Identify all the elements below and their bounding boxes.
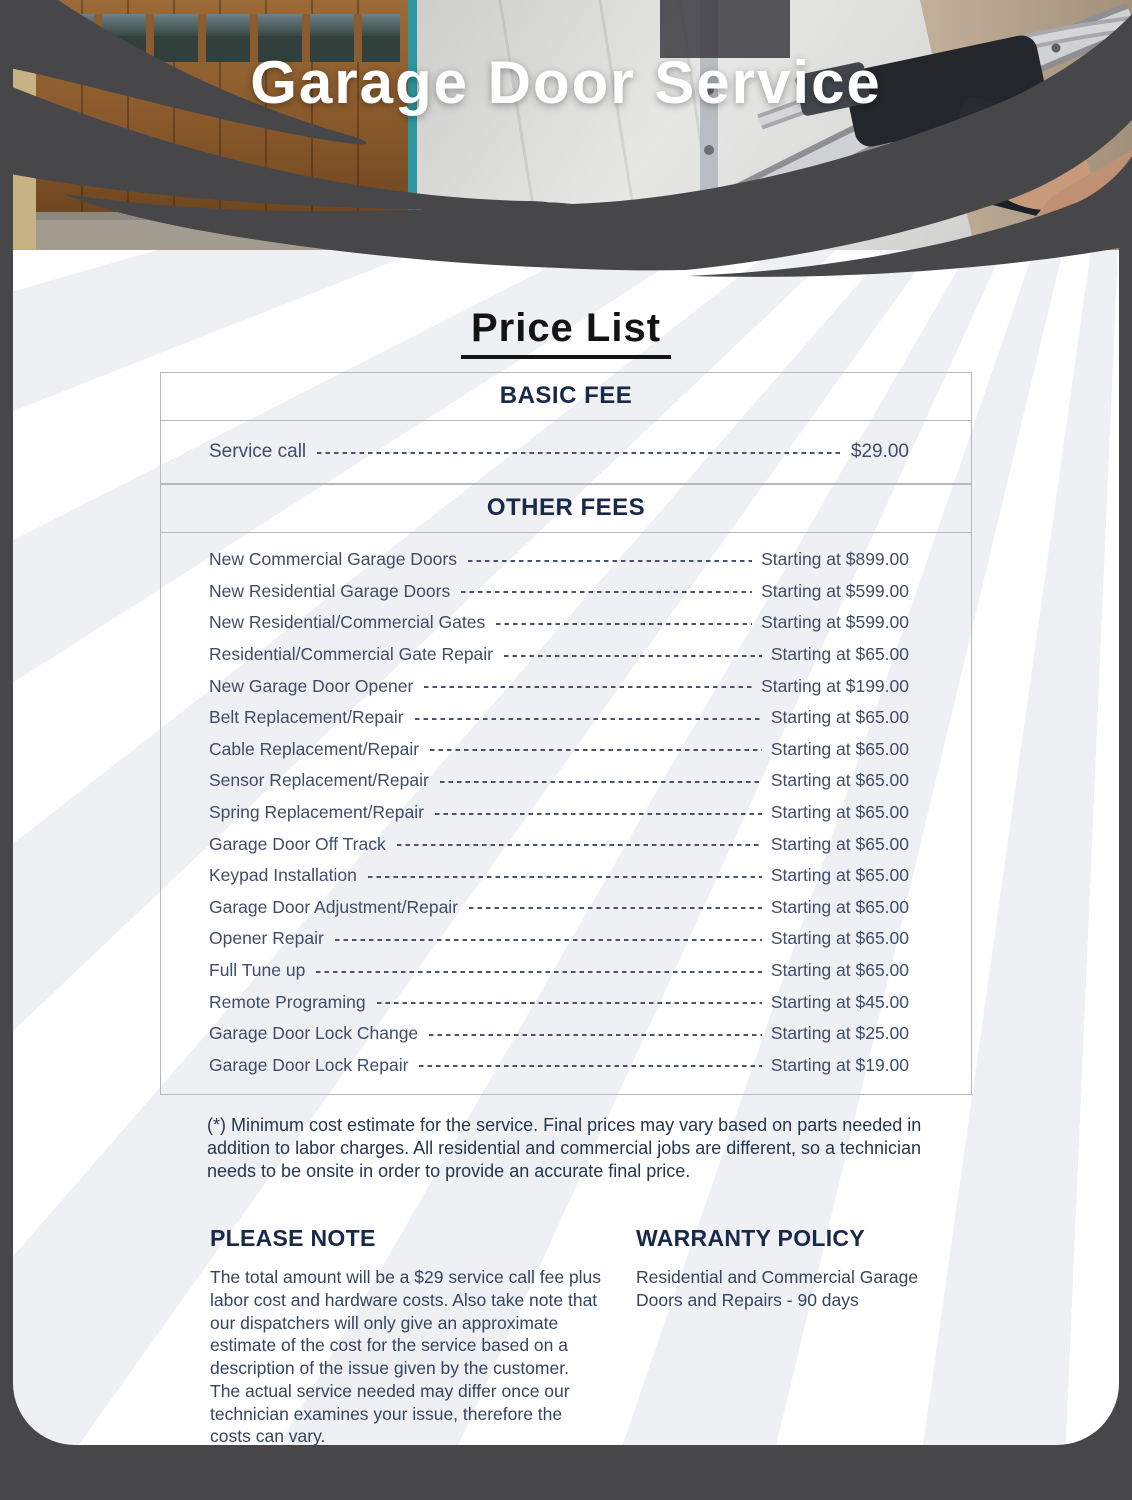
table-row	[161, 765, 971, 797]
table-row	[161, 923, 971, 955]
fee-price: Starting at $25.00	[770, 1023, 909, 1044]
table-row	[161, 421, 971, 484]
fee-price: Starting at $65.00	[770, 802, 909, 823]
table-row	[161, 639, 971, 671]
fee-label: Belt Replacement/Repair	[209, 707, 404, 728]
fee-label: Full Tune up	[209, 960, 306, 981]
fee-price: Starting at $65.00	[770, 738, 909, 759]
dotted-leader	[469, 907, 762, 909]
fee-price: Starting at $65.00	[770, 865, 909, 886]
other-fees-rows	[161, 533, 971, 1094]
fee-price: Starting at $65.00	[770, 833, 909, 854]
please-note-body: The total amount will be a $29 service call fee plus labor cost and hardware costs. Also take note that our dispatchers will only give an approximate estimate of the cost for the service based on a description of the issue given by the customer. The actual service needed may differ once our technician examines your issue, therefore the costs can vary.	[210, 1267, 602, 1447]
dotted-leader	[429, 1034, 762, 1036]
dotted-leader	[377, 1002, 762, 1004]
dotted-leader	[461, 591, 752, 593]
fee-price: Starting at $65.00	[770, 896, 909, 917]
fee-price: Starting at $65.00	[770, 707, 909, 728]
dotted-leader	[496, 623, 752, 625]
dotted-leader	[317, 452, 842, 454]
other-fees-header: OTHER FEES	[161, 484, 971, 533]
dotted-leader	[397, 844, 762, 846]
warranty-body: Residential and Commercial Garage Doors and Repairs - 90 days	[636, 1267, 919, 1310]
fee-label: Sensor Replacement/Repair	[209, 770, 429, 791]
dotted-leader	[316, 971, 762, 973]
fee-price: Starting at $599.00	[761, 580, 909, 601]
warranty-heading: WARRANTY POLICY	[636, 1225, 865, 1252]
price-list-title: Price List	[461, 306, 671, 359]
dotted-leader	[504, 655, 762, 657]
table-row	[161, 670, 971, 702]
table-row	[161, 607, 971, 639]
dotted-leader	[335, 939, 762, 941]
dotted-leader	[468, 560, 752, 562]
fee-label: Keypad Installation	[209, 865, 357, 886]
footnote: (*) Minimum cost estimate for the service. Final prices may vary based on parts needed in addition to labor charges. All residential and commercial jobs are different, so a technician needs to be onsite in order to provide an accurate final price.	[207, 1115, 922, 1182]
table-row	[161, 1018, 971, 1050]
fee-label: Cable Replacement/Repair	[209, 738, 420, 759]
fee-price: Starting at $65.00	[770, 644, 909, 665]
fee-label: Spring Replacement/Repair	[209, 802, 424, 823]
fee-price: Starting at $19.00	[770, 1054, 909, 1075]
dotted-leader	[424, 686, 752, 688]
table-row	[161, 828, 971, 860]
table-row	[161, 892, 971, 924]
dotted-leader	[368, 876, 762, 878]
fee-label: New Residential Garage Doors	[209, 580, 451, 601]
fee-label: Opener Repair	[209, 928, 324, 949]
fee-price: Starting at $899.00	[761, 549, 909, 570]
table-row	[161, 702, 971, 734]
please-note-section	[210, 1225, 602, 1448]
dotted-leader	[430, 749, 762, 751]
please-note-heading: PLEASE NOTE	[210, 1225, 376, 1252]
table-row	[161, 860, 971, 892]
fee-label: Service call	[209, 441, 307, 462]
dotted-leader	[415, 718, 762, 720]
fee-label: Garage Door Lock Change	[209, 1023, 419, 1044]
dotted-leader	[419, 1065, 761, 1067]
fee-label: Garage Door Off Track	[209, 833, 386, 854]
fee-label: New Garage Door Opener	[209, 675, 414, 696]
fee-label: Garage Door Adjustment/Repair	[209, 896, 459, 917]
basic-fee-header: BASIC FEE	[161, 373, 971, 421]
fee-price: Starting at $599.00	[761, 612, 909, 633]
fee-label: Residential/Commercial Gate Repair	[209, 644, 493, 665]
fee-label: Remote Programing	[209, 991, 366, 1012]
table-row	[161, 544, 971, 576]
table-row	[161, 576, 971, 608]
table-row	[161, 734, 971, 766]
fee-price: Starting at $65.00	[770, 960, 909, 981]
fee-price: $29.00	[850, 441, 909, 462]
page-banner-title: Garage Door Service	[250, 49, 882, 116]
dotted-leader	[435, 813, 762, 815]
fee-price: Starting at $45.00	[770, 991, 909, 1012]
table-row	[161, 955, 971, 987]
fee-price: Starting at $65.00	[770, 770, 909, 791]
warranty-section	[636, 1225, 966, 1448]
table-row	[161, 986, 971, 1018]
fee-label: New Commercial Garage Doors	[209, 549, 457, 570]
fee-label: Garage Door Lock Repair	[209, 1054, 409, 1075]
dotted-leader	[440, 781, 762, 783]
table-row	[161, 797, 971, 829]
table-row	[161, 1050, 971, 1082]
basic-fee-rows	[161, 421, 971, 484]
fee-label: New Residential/Commercial Gates	[209, 612, 486, 633]
price-table	[160, 372, 972, 1095]
fee-price: Starting at $65.00	[770, 928, 909, 949]
fee-price: Starting at $199.00	[761, 675, 909, 696]
